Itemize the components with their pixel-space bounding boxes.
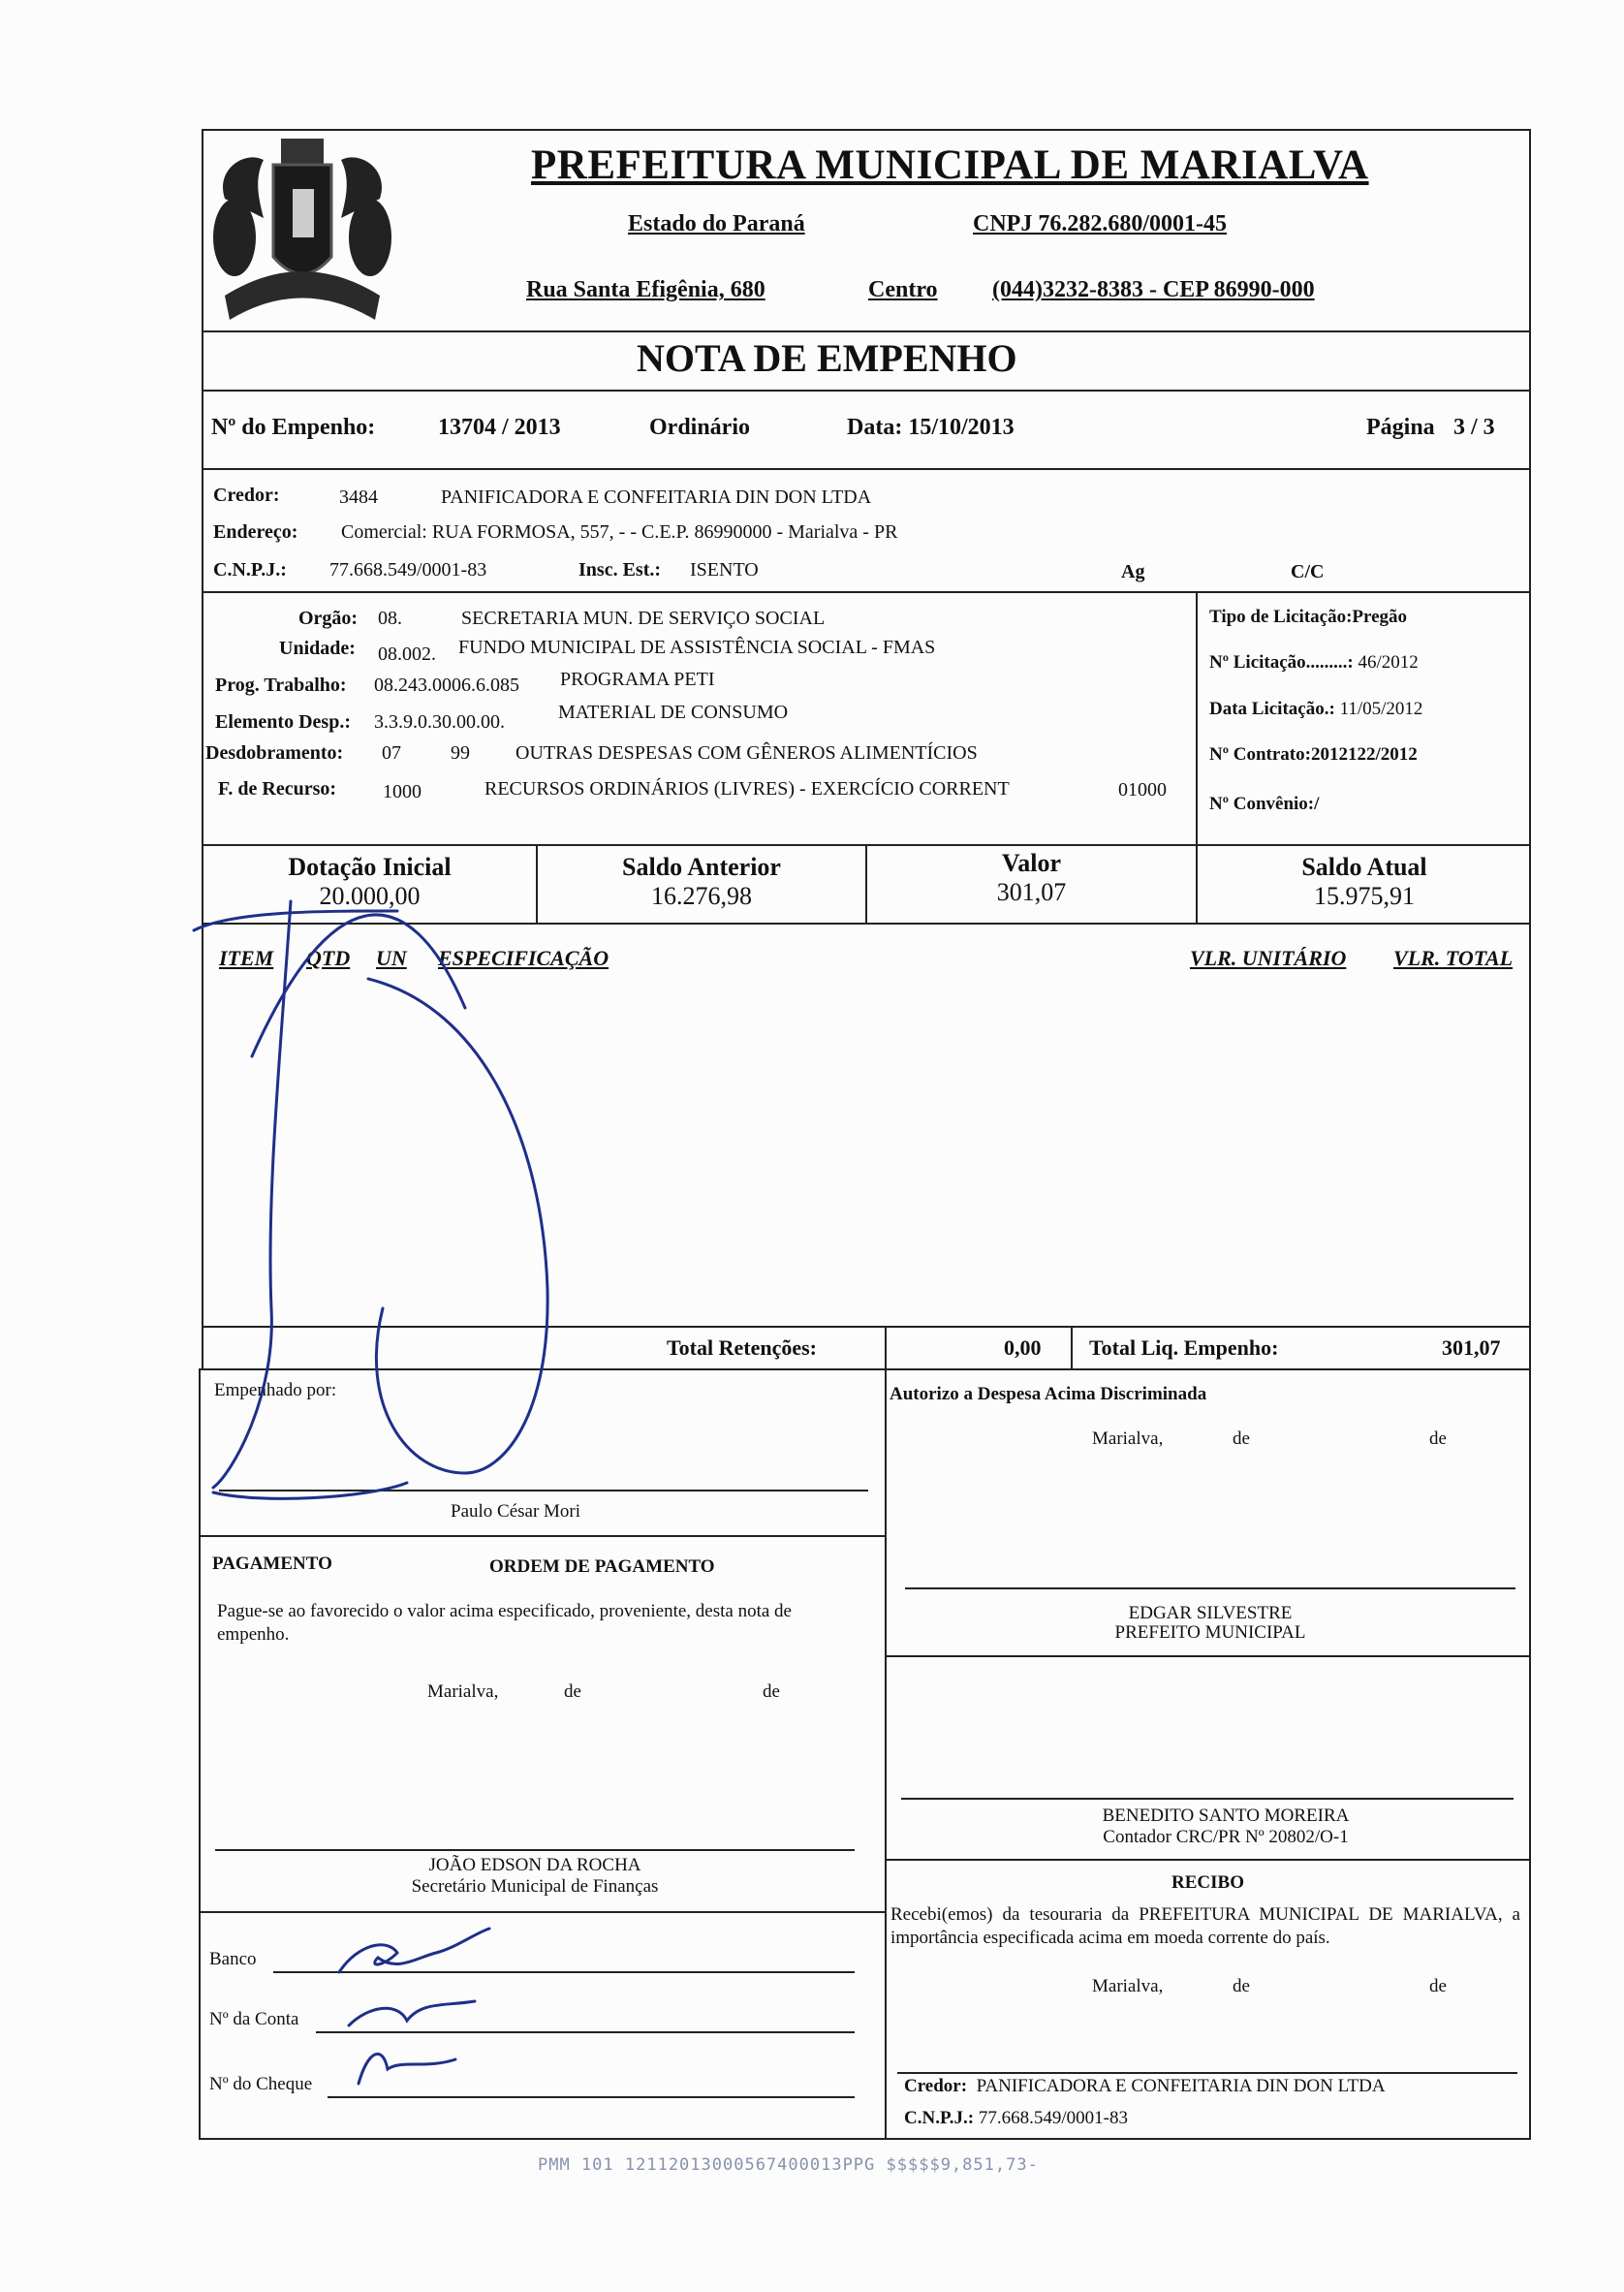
phone-cep: (044)3232-8383 - CEP 86990-000	[992, 277, 1315, 302]
saldo-atual-value: 15.975,91	[1314, 882, 1415, 910]
recibo-de1: de	[1233, 1976, 1250, 1996]
licitacao-numero-label: Nº Licitação.........:	[1209, 652, 1354, 673]
saldo-anterior-value: 16.276,98	[651, 882, 752, 910]
col-vlr-unitario: VLR. UNITÁRIO	[1190, 946, 1347, 970]
cc-label: C/C	[1291, 561, 1325, 582]
empenho-type: Ordinário	[649, 415, 751, 440]
prefeito-name: EDGAR SILVESTRE	[1128, 1603, 1293, 1623]
orgao-label: Orgão:	[298, 608, 359, 629]
saldo-atual	[1198, 853, 1531, 911]
licitacao-tipo: Tipo de Licitação:Pregão	[1209, 607, 1408, 627]
unidade-label: Unidade:	[279, 638, 356, 659]
cnpj-label: CNPJ 76.282.680/0001-45	[973, 211, 1227, 236]
autorizo-de2: de	[1429, 1429, 1447, 1449]
autorizo-label: Autorizo a Despesa Acima Discriminada	[890, 1384, 1207, 1404]
credor-label: Credor:	[213, 485, 280, 506]
desdobramento-label: Desdobramento:	[205, 742, 344, 764]
autorizo-de1: de	[1233, 1429, 1250, 1449]
empenhado-label: Empenhado por:	[214, 1380, 337, 1400]
empenho-number: 13704 / 2013	[438, 415, 561, 440]
elemento-code: 3.3.9.0.30.00.00.	[374, 711, 505, 733]
saldo-dotacao-label: Dotação Inicial	[288, 853, 452, 881]
recibo-de2: de	[1429, 1976, 1447, 1996]
saldo-anterior-label: Saldo Anterior	[622, 853, 781, 881]
licitacao-data-value: 11/05/2012	[1339, 699, 1423, 719]
unidade-value: FUNDO MUNICIPAL DE ASSISTÊNCIA SOCIAL - FMAS	[458, 637, 936, 658]
endereco-label: Endereço:	[213, 521, 298, 543]
pagamento-text: Pague-se ao favorecido o valor acima especificado, proveniente, desta nota de empenho.	[217, 1601, 792, 1645]
page-number: 3 / 3	[1453, 415, 1495, 440]
saldo-dotacao	[203, 853, 536, 911]
liquido-value: 301,07	[1442, 1335, 1501, 1360]
col-vlr-total: VLR. TOTAL	[1393, 946, 1514, 970]
coat-of-arms-icon	[205, 131, 399, 334]
recibo-place: Marialva,	[1092, 1976, 1164, 1996]
conta-label: Nº da Conta	[209, 2009, 299, 2029]
saldo-atual-label: Saldo Atual	[1301, 853, 1427, 881]
licitacao-numero-value: 46/2012	[1358, 652, 1419, 673]
municipality-title: PREFEITURA MUNICIPAL DE MARIALVA	[531, 142, 1369, 188]
desdobramento-code2: 99	[451, 742, 470, 764]
pagamento-de1: de	[564, 1681, 581, 1702]
prog-value: PROGRAMA PETI	[560, 669, 715, 690]
page-label: Página	[1366, 415, 1435, 440]
pagamento-de2: de	[763, 1681, 780, 1702]
empenho-label: Nº do Empenho:	[211, 415, 376, 440]
insc-value: ISENTO	[690, 559, 759, 581]
recurso-extra: 01000	[1118, 779, 1167, 801]
credor-cnpj-value: 77.668.549/0001-83	[329, 559, 487, 581]
credor-cnpj-label: C.N.P.J.:	[213, 559, 287, 581]
credor-code: 3484	[339, 487, 378, 508]
retencoes-value: 0,00	[1004, 1335, 1042, 1360]
elemento-value: MATERIAL DE CONSUMO	[558, 702, 789, 723]
prog-code: 08.243.0006.6.085	[374, 675, 519, 696]
col-item: ITEM	[219, 946, 274, 970]
cheque-label: Nº do Cheque	[209, 2074, 313, 2094]
contador-name: BENEDITO SANTO MOREIRA	[1102, 1805, 1350, 1826]
licitacao-numero	[1209, 652, 1419, 674]
document-title: NOTA DE EMPENHO	[637, 336, 1017, 380]
recibo-credor-label: Credor:	[904, 2076, 968, 2096]
saldo-valor	[867, 849, 1196, 907]
desdobramento-code1: 07	[382, 742, 401, 764]
prefeito-role: PREFEITO MUNICIPAL	[1114, 1622, 1306, 1643]
saldo-anterior	[538, 853, 865, 911]
banco-label: Banco	[209, 1949, 257, 1969]
saldo-valor-value: 301,07	[996, 878, 1067, 906]
bottom-box	[199, 1368, 1531, 2140]
insc-label: Insc. Est.:	[578, 559, 662, 581]
desdobramento-value: OUTRAS DESPESAS COM GÊNEROS ALIMENTÍCIOS	[515, 742, 978, 764]
orgao-code: 08.	[378, 608, 402, 629]
address-district: Centro	[868, 277, 938, 302]
empenho-date: Data: 15/10/2013	[847, 415, 1015, 440]
recibo-credor	[904, 2076, 1386, 2097]
contrato-label: Nº Contrato:2012122/2012	[1209, 744, 1418, 765]
recibo-cnpj	[904, 2108, 1128, 2129]
recibo-text: Recebi(emos) da tesouraria da PREFEITURA MUNICIPAL DE MARIALVA, a importância especificada acima em moeda corrente do país.	[890, 1904, 1520, 1948]
convenio-label: Nº Convênio:/	[1209, 794, 1320, 814]
recibo-cnpj-value: 77.668.549/0001-83	[978, 2108, 1128, 2128]
col-un: UN	[376, 946, 407, 970]
col-qtd: QTD	[306, 946, 351, 970]
recibo-title: RECIBO	[1171, 1872, 1244, 1893]
liquido-label: Total Liq. Empenho:	[1089, 1335, 1279, 1360]
bank-stamp: PMM 101 12112013000567400013PPG $$$$$9,851,73-	[538, 2155, 1039, 2175]
totals-box	[202, 1326, 1531, 1370]
secretario-role: Secretário Municipal de Finanças	[411, 1876, 659, 1897]
elemento-label: Elemento Desp.:	[215, 711, 351, 733]
licitacao-data	[1209, 699, 1422, 720]
autorizo-place: Marialva,	[1092, 1429, 1164, 1449]
recibo-credor-value: PANIFICADORA E CONFEITARIA DIN DON LTDA	[976, 2076, 1386, 2096]
unidade-code: 08.002.	[378, 644, 436, 665]
recurso-label: F. de Recurso:	[218, 778, 337, 800]
saldo-valor-label: Valor	[1001, 849, 1062, 877]
credor-name: PANIFICADORA E CONFEITARIA DIN DON LTDA	[441, 487, 872, 508]
prog-label: Prog. Trabalho:	[215, 675, 347, 696]
licitacao-data-label: Data Licitação.:	[1209, 699, 1335, 719]
items-box	[202, 923, 1531, 1328]
ag-label: Ag	[1121, 561, 1145, 582]
empenhado-name: Paulo César Mori	[451, 1501, 581, 1522]
recurso-code: 1000	[383, 781, 422, 802]
retencoes-label: Total Retenções:	[667, 1335, 817, 1360]
saldo-dotacao-value: 20.000,00	[319, 882, 421, 910]
ordem-pagamento-label: ORDEM DE PAGAMENTO	[489, 1556, 715, 1577]
pagamento-label: PAGAMENTO	[212, 1554, 332, 1574]
address-street: Rua Santa Efigênia, 680	[526, 277, 765, 302]
col-especificacao: ESPECIFICAÇÃO	[438, 946, 609, 970]
pagamento-place: Marialva,	[427, 1681, 499, 1702]
endereco-value: Comercial: RUA FORMOSA, 557, - - C.E.P. 86990000 - Marialva - PR	[341, 521, 898, 543]
secretario-name: JOÃO EDSON DA ROCHA	[428, 1855, 641, 1875]
orgao-value: SECRETARIA MUN. DE SERVIÇO SOCIAL	[461, 608, 826, 629]
contador-role: Contador CRC/PR Nº 20802/O-1	[1103, 1827, 1349, 1847]
state-label: Estado do Paraná	[628, 211, 805, 236]
recibo-cnpj-label: C.N.P.J.:	[904, 2108, 975, 2128]
recurso-value: RECURSOS ORDINÁRIOS (LIVRES) - EXERCÍCIO CORRENT	[484, 778, 1010, 800]
